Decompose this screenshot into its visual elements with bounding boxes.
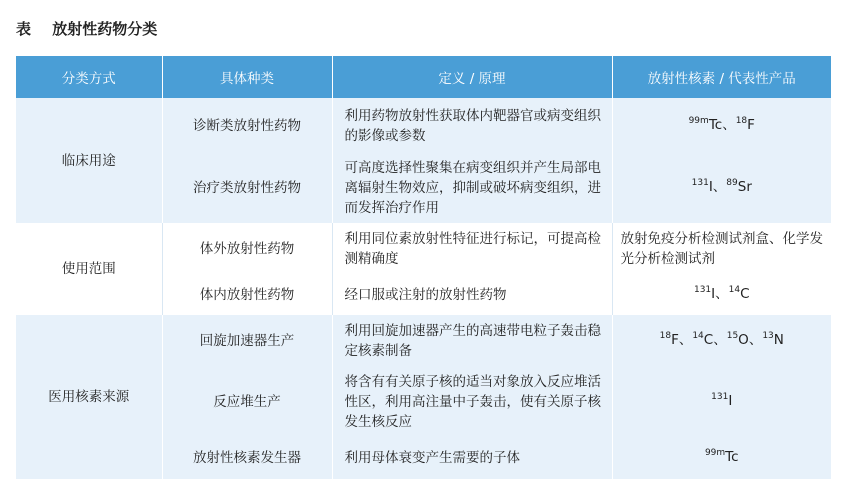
- principle-cell: 利用药物放射性获取体内靶器官或病变组织的影像或参数: [332, 98, 612, 153]
- header-kind: 具体种类: [162, 56, 332, 98]
- nuclide-cell: [612, 367, 831, 437]
- separator: 、: [722, 116, 736, 133]
- principle-cell: 经口服或注射的放射性药物: [332, 275, 612, 315]
- mass-number: 18: [735, 115, 748, 126]
- way-cell: 使用范围: [16, 223, 162, 315]
- nuclide-cell: [612, 437, 831, 479]
- mass-number: 14: [728, 285, 741, 295]
- element-symbol: I: [708, 179, 713, 195]
- caption-title: 放射性药物分类: [52, 20, 158, 38]
- table-row: [16, 315, 831, 367]
- nuclide-cell: [612, 315, 831, 367]
- element-symbol: Tc: [725, 449, 739, 465]
- product-cell: 放射免疫分析检测试剂盒、化学发光分析检测试剂: [612, 223, 831, 275]
- nuclide: [692, 332, 713, 348]
- table-row: [16, 98, 831, 153]
- element-symbol: I: [711, 286, 716, 302]
- nuclide: [729, 286, 750, 302]
- kind-cell: 体内放射性药物: [162, 275, 332, 315]
- mass-number: 15: [726, 331, 739, 341]
- nuclide: [705, 449, 739, 465]
- header-way: 分类方式: [16, 56, 162, 98]
- nuclide: [694, 286, 715, 302]
- element-symbol: I: [728, 393, 733, 409]
- nuclide: [727, 332, 749, 348]
- header-row: [16, 56, 831, 98]
- principle-cell: 利用回旋加速器产生的高速带电粒子轰击稳定核素制备: [332, 315, 612, 367]
- mass-number: 99m: [688, 115, 709, 126]
- element-symbol: F: [747, 116, 755, 133]
- principle-cell: 将含有有关原子核的适当对象放入反应堆活性区，利用高注量中子轰击，使有关原子核发生核反应: [332, 367, 612, 437]
- kind-cell: 诊断类放射性药物: [162, 98, 332, 153]
- nuclide: [689, 117, 723, 133]
- mass-number: 18: [659, 331, 672, 341]
- header-principle: 定义 / 原理: [332, 56, 612, 98]
- mass-number: 13: [762, 331, 774, 341]
- principle-cell: 可高度选择性聚集在病变组织并产生局部电离辐射生物效应，抑制或破坏病变组织，进而发挥治疗作用: [332, 153, 612, 223]
- kind-cell: 放射性核素发生器: [162, 437, 332, 479]
- table-caption: [16, 18, 157, 39]
- nuclide-cell: [612, 153, 831, 223]
- mass-number: 89: [726, 178, 738, 188]
- separator: 、: [748, 332, 763, 348]
- principle-cell: 利用母体衰变产生需要的子体: [332, 437, 612, 479]
- separator: 、: [712, 179, 727, 195]
- nuclide: [692, 179, 713, 195]
- mass-number: 14: [692, 331, 704, 341]
- nuclide: [726, 179, 752, 195]
- element-symbol: C: [703, 332, 714, 348]
- element-symbol: N: [773, 332, 784, 348]
- nuclide-cell: [612, 275, 831, 315]
- nuclide: [660, 332, 679, 348]
- mass-number: 131: [691, 178, 709, 188]
- header-nuclide: 放射性核素 / 代表性产品: [612, 56, 831, 98]
- separator: 、: [715, 286, 729, 302]
- nuclide: [711, 393, 732, 409]
- way-cell: 医用核素来源: [16, 315, 162, 479]
- kind-cell: 反应堆生产: [162, 367, 332, 437]
- mass-number: 131: [693, 285, 712, 295]
- table-row: [16, 223, 831, 275]
- element-symbol: Sr: [737, 179, 752, 195]
- way-cell: 临床用途: [16, 98, 162, 223]
- element-symbol: O: [738, 332, 749, 348]
- mass-number: 99m: [704, 448, 726, 458]
- nuclide: [736, 117, 755, 133]
- separator: 、: [713, 332, 727, 348]
- classification-table: [16, 56, 831, 479]
- element-symbol: F: [671, 332, 679, 348]
- kind-cell: 体外放射性药物: [162, 223, 332, 275]
- kind-cell: 治疗类放射性药物: [162, 153, 332, 223]
- nuclide-cell: [612, 98, 831, 153]
- caption-label: 表: [16, 20, 32, 38]
- mass-number: 131: [711, 392, 729, 402]
- separator: 、: [678, 332, 693, 348]
- element-symbol: Tc: [708, 116, 723, 133]
- nuclide: [762, 332, 784, 348]
- element-symbol: C: [740, 286, 750, 302]
- kind-cell: 回旋加速器生产: [162, 315, 332, 367]
- principle-cell: 利用同位素放射性特征进行标记，可提高检测精确度: [332, 223, 612, 275]
